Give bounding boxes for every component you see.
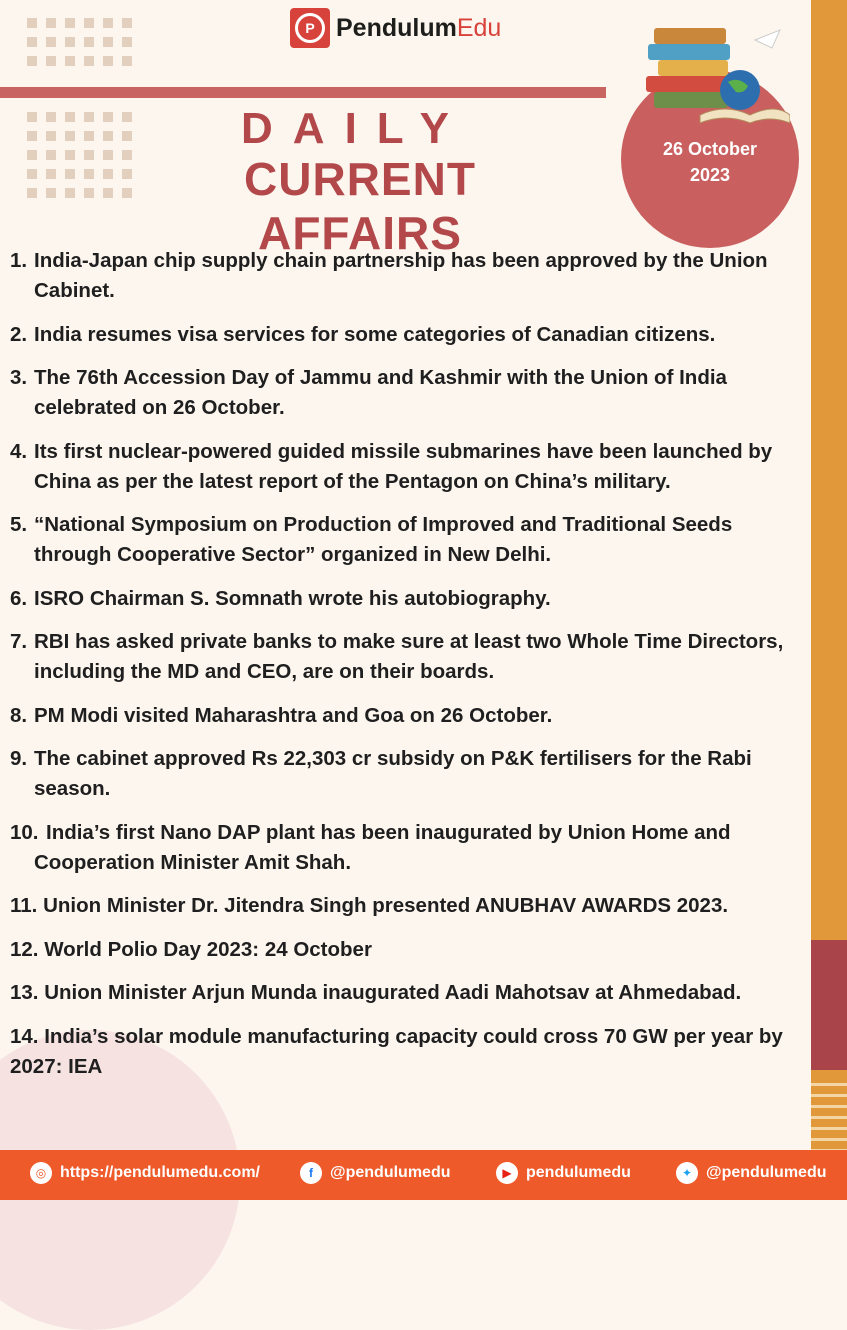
item-text: Union Minister Dr. Jitendra Singh presented ANUBHAV AWARDS 2023. [43,894,729,917]
list-item [10,363,800,423]
list-item [10,246,800,306]
item-text: Union Minister Arjun Munda inaugurated Aadi Mahotsav at Ahmedabad. [44,981,742,1004]
item-text: The 76th Accession Day of Jammu and Kashmir with the Union of India celebrated on 26 October. [34,366,727,419]
item-number: 12. [10,937,39,961]
item-text: RBI has asked private banks to make sure at least two Whole Time Directors, including the MD and CEO, are on their boards. [34,630,784,683]
list-item [10,744,800,804]
website-link[interactable] [30,1162,260,1184]
list-item [10,320,800,350]
list-item [10,627,800,687]
item-number: 11. [10,894,38,917]
list-item [10,437,800,497]
item-number: 7. [10,630,28,653]
brand-name-edu: Edu [456,13,502,42]
header-divider [0,87,606,98]
item-text: Its first nuclear-powered guided missile submarines have been launched by China as per the latest report of the Pentagon on China’s military. [34,439,773,493]
logo-letter: P [295,13,325,43]
item-text: The cabinet approved Rs 22,303 cr subsidy on P&K fertilisers for the Rabi season. [34,747,752,800]
globe-icon: ◎ [30,1162,52,1184]
item-number: 4. [10,439,28,463]
item-text: PM Modi visited Maharashtra and Goa on 26 October. [34,703,553,727]
date-text [621,136,799,188]
brand-logo[interactable] [290,8,501,48]
twitter-label: @pendulumedu [706,1164,827,1181]
item-number: 13. [10,981,39,1004]
list-item [10,584,800,614]
dot-grid-top [27,18,132,66]
page-title-daily: DAILY [241,104,469,153]
item-number: 5. [10,513,28,536]
list-item [10,935,800,965]
list-item [10,510,800,570]
list-item [10,978,800,1008]
date-year: 2023 [689,165,731,185]
item-number: 9. [10,747,28,770]
item-number: 6. [10,586,28,610]
facebook-label: @pendulumedu [330,1164,451,1181]
youtube-link[interactable] [496,1162,631,1184]
facebook-icon: f [300,1162,322,1184]
books-globe-icon [640,20,790,130]
list-item [10,891,800,921]
youtube-label: pendulumedu [526,1164,631,1181]
twitter-link[interactable] [676,1162,826,1184]
list-item [10,1022,800,1082]
item-text: “National Symposium on Production of Improved and Traditional Seeds through Cooperative Sector” organized in New Delhi. [34,513,733,566]
item-number: 3. [10,366,28,389]
brand-name-main: Pendulum [336,13,457,42]
item-number: 1. [10,249,28,272]
item-number: 8. [10,703,28,727]
brand-name [336,14,501,43]
list-item [10,818,800,878]
date-day-month: 26 October [662,139,758,159]
item-number: 2. [10,322,28,346]
item-number: 10. [10,820,39,844]
item-text: India-Japan chip supply chain partnership has been approved by the Union Cabinet. [34,249,768,302]
footer-bar [0,1150,847,1200]
list-item [10,701,800,731]
item-text: World Polio Day 2023: 24 October [44,937,372,961]
item-text: India’s first Nano DAP plant has been inaugurated by Union Home and Cooperation Minister Amit Shah. [34,820,731,874]
page-title-current-affairs: CURRENT AFFAIRS [244,153,476,259]
youtube-icon: ▶ [496,1162,518,1184]
side-stripe-pattern [811,1075,847,1150]
facebook-link[interactable] [300,1162,450,1184]
pendulum-logo-icon [290,8,330,48]
item-number: 14. [10,1024,39,1048]
website-label: https://pendulumedu.com/ [60,1164,260,1181]
twitter-icon: ✦ [676,1162,698,1184]
item-text: India resumes visa services for some categories of Canadian citizens. [34,322,716,346]
item-text: ISRO Chairman S. Somnath wrote his autobiography. [34,586,551,610]
news-list [10,246,800,1095]
item-text: India’s solar module manufacturing capacity could cross 70 GW per year by 2027: IEA [10,1024,783,1078]
dot-grid-bottom [27,112,132,198]
